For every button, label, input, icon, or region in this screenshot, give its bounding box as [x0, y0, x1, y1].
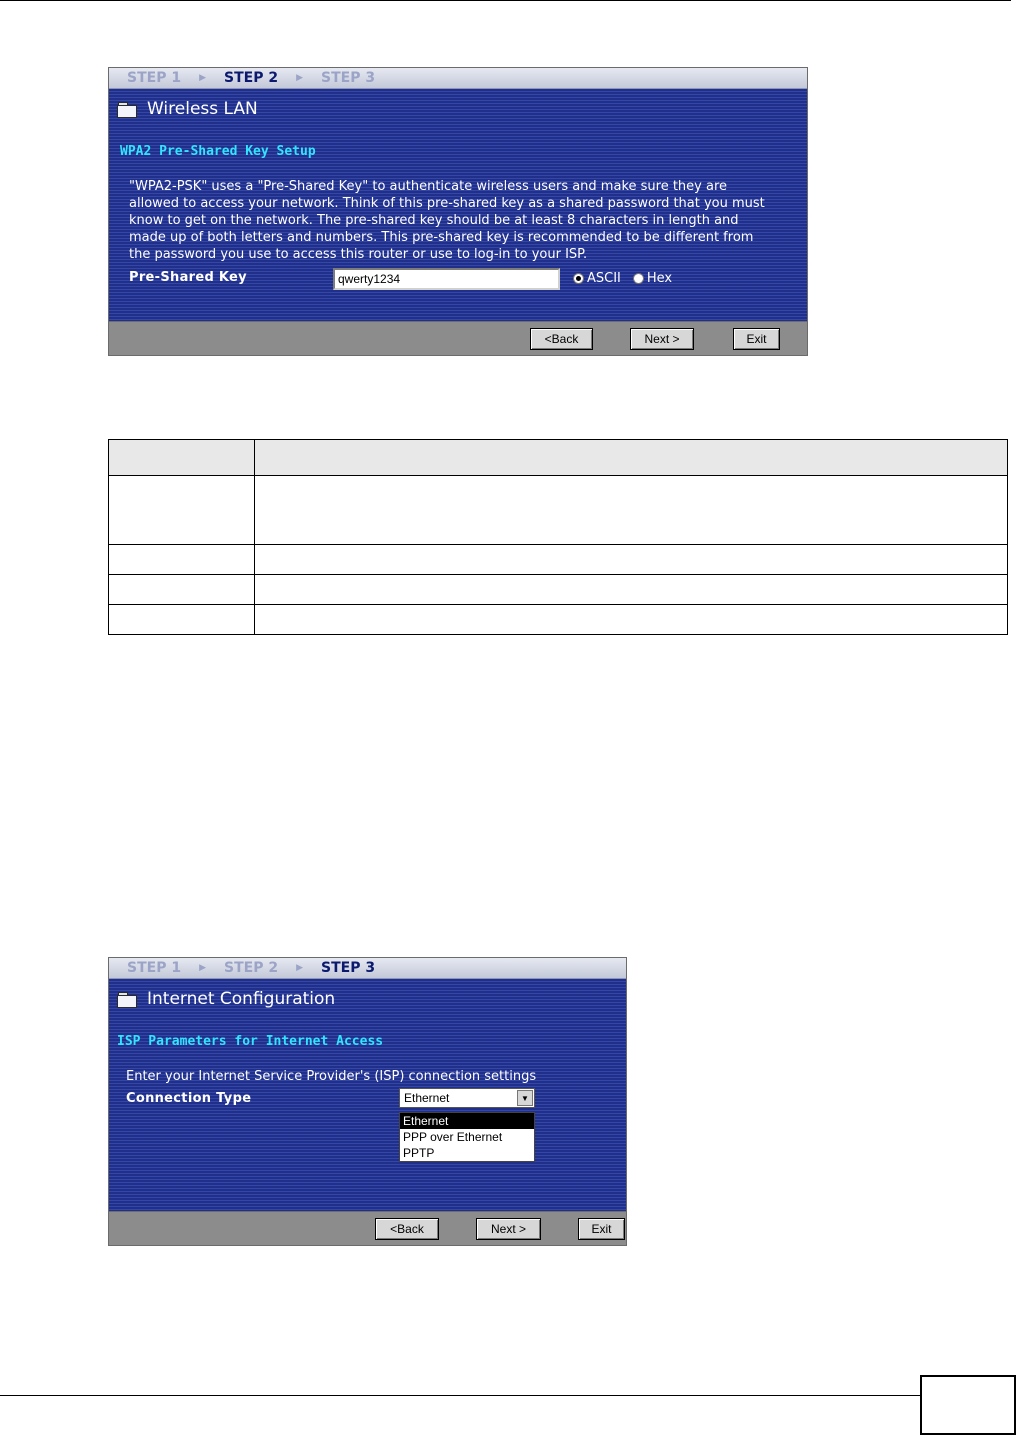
exit-button[interactable]: Exit [578, 1218, 625, 1240]
dropdown-option-pptp[interactable]: PPTP [403, 1146, 435, 1160]
step-arrow-icon: ▶ [199, 963, 206, 973]
back-button[interactable]: <Back [530, 328, 593, 350]
dropdown-option-pppoe[interactable]: PPP over Ethernet [403, 1130, 503, 1144]
step-arrow-icon: ▶ [199, 73, 206, 83]
step-1-label: STEP 1 [127, 70, 182, 86]
table-header-row [109, 440, 1008, 476]
wizard-step-bar [109, 68, 807, 89]
panel-title-text: Internet Configuration [147, 989, 336, 1009]
wizard-button-bar [109, 1211, 626, 1245]
page-footer-rule [0, 1395, 920, 1396]
psk-label: Pre-Shared Key [129, 270, 247, 285]
table-cell [109, 575, 255, 605]
connection-type-value: Ethernet [404, 1091, 450, 1105]
exit-button[interactable]: Exit [733, 328, 780, 350]
table-cell [255, 545, 1008, 575]
next-button[interactable]: Next > [476, 1218, 541, 1240]
table-cell [109, 476, 255, 545]
table-row [109, 476, 1008, 545]
folder-icon [117, 992, 137, 1007]
internet-config-wizard-panel [108, 957, 627, 1246]
step-2-label: STEP 2 [224, 960, 279, 976]
table-header-cell [255, 440, 1008, 476]
connection-type-select[interactable] [399, 1088, 535, 1108]
page-number-box [920, 1375, 1016, 1435]
chevron-down-icon[interactable]: ▼ [517, 1090, 533, 1106]
step-3-label: STEP 3 [321, 70, 376, 86]
table-header-cell [109, 440, 255, 476]
step-arrow-icon: ▶ [296, 963, 303, 973]
key-format-radio-group [573, 271, 684, 286]
back-button[interactable]: <Back [375, 1218, 439, 1240]
description-text: Enter your Internet Service Provider's (ISP) connection settings [126, 1069, 537, 1084]
table-row [109, 575, 1008, 605]
page-header-rule [0, 0, 1011, 1]
table-cell [255, 575, 1008, 605]
panel-title [117, 989, 335, 1009]
section-heading: ISP Parameters for Internet Access [117, 1034, 384, 1049]
section-heading: WPA2 Pre-Shared Key Setup [120, 144, 316, 159]
table-row [109, 605, 1008, 635]
step-3-label: STEP 3 [321, 960, 376, 976]
table-cell [109, 605, 255, 635]
hex-radio-label: Hex [646, 271, 673, 286]
ascii-radio[interactable] [573, 273, 584, 284]
step-1-label: STEP 1 [127, 960, 182, 976]
field-description-table [108, 439, 1008, 635]
table-row [109, 545, 1008, 575]
wizard-step-bar [109, 958, 626, 979]
connection-type-label: Connection Type [126, 1091, 252, 1106]
hex-radio[interactable] [633, 273, 644, 284]
wizard-button-bar [109, 321, 807, 355]
psk-input[interactable] [333, 268, 560, 290]
wireless-lan-wizard-panel [108, 67, 808, 356]
dropdown-option-ethernet[interactable]: Ethernet [400, 1113, 534, 1129]
next-button[interactable]: Next > [630, 328, 694, 350]
table-cell [109, 545, 255, 575]
ascii-radio-label: ASCII [587, 271, 621, 286]
panel-title [117, 99, 258, 119]
step-arrow-icon: ▶ [296, 73, 303, 83]
connection-type-dropdown [399, 1112, 535, 1162]
description-text: "WPA2-PSK" uses a "Pre-Shared Key" to authenticate wireless users and make sure they are allowed to access your network. Think of this pre-shared key as a shared password that you must know to get on the network. The pre-shared key should be at least 8 characters in length and made up of both letters and numbers. This pre-shared key is recommended to be different from the password you use to access this router or use to log-in to your ISP. [129, 179, 765, 262]
table-cell [255, 476, 1008, 545]
panel-title-text: Wireless LAN [147, 99, 258, 119]
table-cell [255, 605, 1008, 635]
folder-icon [117, 102, 137, 117]
step-2-label: STEP 2 [224, 70, 279, 86]
